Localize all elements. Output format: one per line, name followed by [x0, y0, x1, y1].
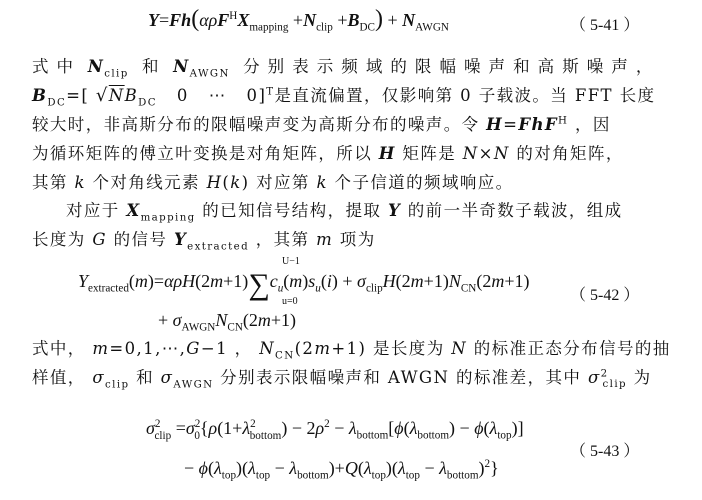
sum-upper-limit: U−1 — [282, 256, 300, 267]
text-line: 式中， m=0,1,⋯,G−1 ， $N_{CN}(2m+1)$ 是长度为 N 的标准正态分布信号的抽 — [32, 339, 671, 362]
paragraph-signal-extraction — [32, 196, 672, 254]
text-line: 样值， $\sigma_{clip}$ 和 $\sigma_{AWGN}$ 分别表示限幅噪声和 AWGN 的标准差，其中 $\sigma^2_{clip}$ 为 — [32, 368, 652, 391]
paragraph-noise-definition — [32, 52, 672, 197]
equation-5-42-line-2: + $\sigma_{AWGN}N_{CN}(2m+1)$ — [158, 310, 297, 334]
equation-5-41: $Y=Fh(\alpha\rho F^HX_{mapping} +N_{clip} +B_{DC}) + N_{AWGN}$ — [148, 6, 449, 34]
equation-5-43-line-2: − $\phi(\lambda_{top})(\lambda_{top} - \lambda_{bottom})+Q(\lambda_{top})(\lambda_{top} - \lambda_{bottom})^2$} — [184, 458, 499, 482]
text-line: 较大时，非高斯分布的限幅噪声变为高斯分布的噪声。令 H=FhF$^H$ ，因 — [32, 115, 611, 134]
paragraph-where — [32, 334, 672, 392]
equation-5-42-line-1: $Y_{extracted}(m)=\alpha\rho H(2m+1)\sum c_u(m)s_u(i) + \sigma_{clip}H(2m+1)N_{CN}(2m+1)$ — [78, 268, 530, 301]
equation-number: （ 5-42 ） — [570, 287, 640, 304]
text-line: $B_{DC}=$[ $√NB_{DC}$ 0 ⋯ 0]$^T$是直流偏置，仅影响第 0 子载波。当 FFT 长度 — [32, 85, 656, 109]
text-line: 式 中 $N_{clip}$ 和 $N_{AWGN}$ 分 别 表 示 频 域 的 限 幅 噪 声 和 高 斯 噪 声 ， — [32, 57, 654, 80]
text-line: 对应于 $X_{mapping}$ 的已知信号结构，提取 Y 的前一半奇数子载波，组成 — [66, 201, 623, 224]
equation-number: （ 5-43 ） — [570, 443, 640, 460]
text-line: 其第 k 个对角线元素 H(k) 对应第 k 个子信道的频域响应。 — [32, 173, 514, 192]
text-line: 为循环矩阵的傅立叶变换是对角矩阵，所以 H 矩阵是 N×N 的对角矩阵， — [32, 144, 624, 163]
summation-symbol: ∑ — [248, 268, 270, 301]
text-line: 长度为 G 的信号 $Y_{extracted}$ ，其第 m 项为 — [32, 230, 376, 253]
equation-5-43-line-1: $\sigma^2_{clip} =\sigma^2_0\{\rho(1+\lambda^2_{bottom}) - 2\rho^2 - \lambda_{bottom}[\phi(\lambda_{bottom}) - \phi(\lambda_{top})]$ — [146, 418, 524, 442]
equation-number: （ 5-41 ） — [570, 17, 640, 34]
sum-lower-limit: u=0 — [282, 296, 298, 307]
